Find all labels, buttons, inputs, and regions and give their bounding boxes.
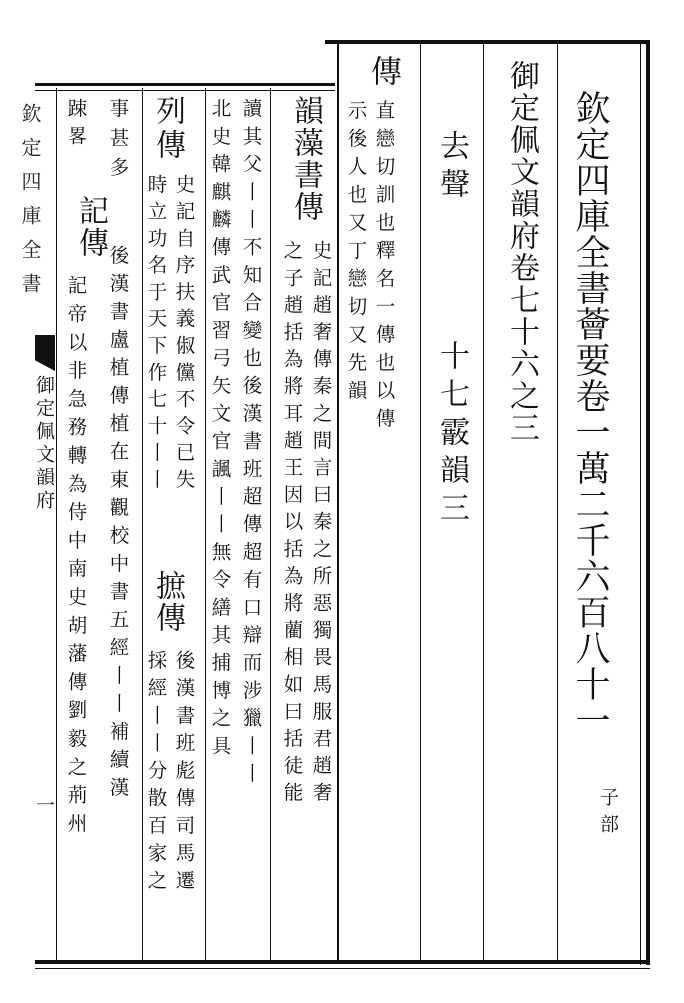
entry-head-word: 傳 bbox=[365, 55, 401, 86]
section-label: 子部 bbox=[597, 787, 619, 841]
column-rule bbox=[337, 42, 339, 962]
entry-text: 直戀切訓也釋名一傳也以傳 bbox=[372, 100, 396, 436]
frame-right-line bbox=[646, 40, 650, 965]
entry-text: 採經丨丨分散百家之 bbox=[144, 650, 168, 898]
entry-text: 史記自序扶義俶儻不令已失 bbox=[172, 174, 196, 496]
section-heading: 韻藻書傳 bbox=[288, 95, 323, 223]
fish-tail-mark bbox=[35, 335, 55, 371]
margin-book-title: 御定佩文韻府 bbox=[33, 375, 55, 513]
frame-bottom-line-thin bbox=[35, 968, 650, 969]
column-rule bbox=[420, 42, 421, 962]
entry-text: 史記趙奢傳秦之間言曰秦之所惡獨畏馬服君趙奢 bbox=[309, 240, 333, 810]
margin-page-mark: 一 bbox=[33, 795, 55, 814]
entry-text: 之子趙括為將耳趙王因以括為將藺相如曰括徒能 bbox=[280, 240, 304, 810]
column-rule bbox=[483, 42, 484, 962]
entry-text: 示後人也又丁戀切又先韻 bbox=[344, 100, 368, 408]
section-heading: 記傳 bbox=[73, 195, 108, 259]
entry-text: 北史韓麒麟傳武官習弓矢文官諷丨丨無令繕其捕博之具 bbox=[208, 98, 232, 763]
column-rule bbox=[270, 88, 271, 962]
entry-text: 後漢書盧植傳植在東觀校中書五經丨丨補續漢 bbox=[106, 245, 130, 805]
frame-top-line-left bbox=[35, 83, 335, 86]
rhyme-label: 十七霰韻三 bbox=[434, 340, 469, 530]
tone-label: 去聲 bbox=[434, 130, 469, 206]
margin-title: 欽定四庫全書 bbox=[18, 103, 42, 307]
entry-text: 讀其父丨丨不知合變也後漢書班超傳超有口辯而涉獵丨丨 bbox=[239, 98, 263, 791]
entry-text: 踈畧 bbox=[64, 98, 88, 153]
section-heading: 列傳 bbox=[150, 95, 185, 163]
main-title: 欽定四庫全書薈要卷一萬二千六百八十一 bbox=[570, 90, 610, 738]
column-rule bbox=[205, 88, 206, 962]
section-heading: 摭傳 bbox=[150, 570, 185, 634]
column-rule bbox=[142, 88, 143, 962]
column-rule bbox=[557, 42, 558, 962]
column-rule bbox=[56, 88, 57, 962]
frame-right-line-thin bbox=[640, 40, 641, 965]
entry-text: 記帝以非急務轉為侍中南史胡藩傳劉毅之荊州 bbox=[64, 275, 88, 841]
entry-text: 時立功名于天下作七十丨丨 bbox=[144, 174, 168, 496]
entry-text: 後漢書班彪傳司馬遷 bbox=[172, 650, 196, 898]
entry-text: 事甚多 bbox=[106, 98, 130, 187]
frame-top-line bbox=[325, 40, 650, 44]
book-title: 御定佩文韻府卷七十六之三 bbox=[504, 60, 539, 444]
frame-inner-top-line bbox=[35, 90, 335, 91]
